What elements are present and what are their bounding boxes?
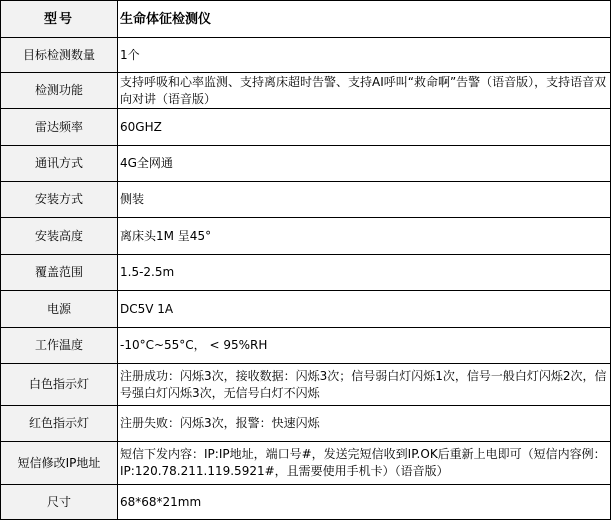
spec-value: 支持呼吸和心率监测、支持离床超时告警、支持AI呼叫“救命啊”告警（语音版），支持语音双向对讲（语音版） bbox=[118, 73, 611, 109]
spec-row-radar-frequency bbox=[1, 109, 611, 146]
spec-key: 尺寸 bbox=[1, 485, 118, 520]
spec-value: -10°C~55°C， < 95%RH bbox=[118, 328, 611, 364]
spec-row-dimensions bbox=[1, 485, 611, 520]
spec-key: 雷达频率 bbox=[1, 109, 118, 146]
spec-key: 检测功能 bbox=[1, 73, 118, 109]
spec-row-sms-ip bbox=[1, 442, 611, 485]
spec-header-key: 型号 bbox=[1, 1, 118, 38]
spec-value: 1.5-2.5m bbox=[118, 255, 611, 291]
spec-key: 通讯方式 bbox=[1, 146, 118, 182]
spec-value: 1个 bbox=[118, 38, 611, 73]
spec-row-coverage bbox=[1, 255, 611, 291]
spec-value: 短信下发内容：IP:IP地址，端口号#，发送完短信收到IP.OK后重新上电即可（短信内容例：IP:120.78.211.119.5921#，且需要使用手机卡）（语音版） bbox=[118, 442, 611, 485]
spec-value: 68*68*21mm bbox=[118, 485, 611, 520]
spec-key: 电源 bbox=[1, 291, 118, 328]
spec-value: 4G全网通 bbox=[118, 146, 611, 182]
spec-row-power bbox=[1, 291, 611, 328]
spec-key: 覆盖范围 bbox=[1, 255, 118, 291]
spec-key: 安装方式 bbox=[1, 182, 118, 218]
spec-row-red-indicator bbox=[1, 406, 611, 442]
spec-header-row bbox=[1, 1, 611, 38]
spec-key: 短信修改IP地址 bbox=[1, 442, 118, 485]
spec-key: 红色指示灯 bbox=[1, 406, 118, 442]
spec-row-install-method bbox=[1, 182, 611, 218]
spec-value: DC5V 1A bbox=[118, 291, 611, 328]
spec-row-operating-temp bbox=[1, 328, 611, 364]
spec-key: 工作温度 bbox=[1, 328, 118, 364]
spec-value: 60GHZ bbox=[118, 109, 611, 146]
spec-header-value: 生命体征检测仪 bbox=[118, 1, 611, 38]
spec-row-communication bbox=[1, 146, 611, 182]
spec-key: 白色指示灯 bbox=[1, 364, 118, 406]
spec-row-target-count bbox=[1, 38, 611, 73]
spec-value: 注册成功：闪烁3次，接收数据：闪烁3次；信号弱白灯闪烁1次，信号一般白灯闪烁2次，信号强白灯闪烁3次，无信号白灯不闪烁 bbox=[118, 364, 611, 406]
spec-row-white-indicator bbox=[1, 364, 611, 406]
spec-value: 离床头1M 呈45° bbox=[118, 218, 611, 255]
spec-row-install-height bbox=[1, 218, 611, 255]
spec-row-detection-function bbox=[1, 73, 611, 109]
spec-value: 注册失败：闪烁3次，报警：快速闪烁 bbox=[118, 406, 611, 442]
spec-key: 安装高度 bbox=[1, 218, 118, 255]
spec-value: 侧装 bbox=[118, 182, 611, 218]
spec-key: 目标检测数量 bbox=[1, 38, 118, 73]
